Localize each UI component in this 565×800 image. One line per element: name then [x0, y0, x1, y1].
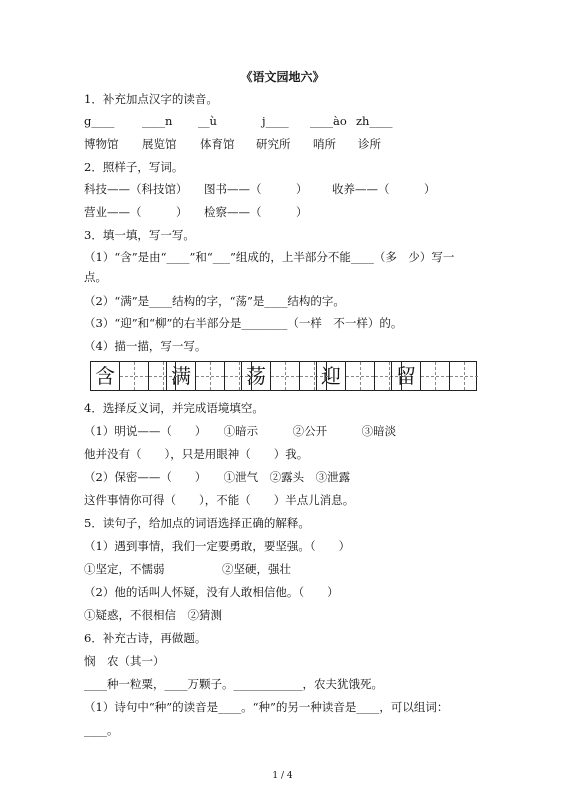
poem-line[interactable]: ____种一粒粟，____万颗子。____________，农夫犹饿死。 [84, 677, 383, 691]
page-title: 《语文园地六》 [240, 70, 325, 84]
q5-options-2: ①疑惑，不很相信 ②猜测 [84, 608, 222, 622]
q5-options-1: ①坚定，不懦弱 ②坚硬，强壮 [84, 562, 291, 576]
q6-item-1-cont[interactable]: ____。 [84, 723, 119, 737]
grid-model-char: 荡 [246, 364, 266, 388]
q3-heading: 3．填一填，写一写。 [84, 228, 195, 242]
pinyin-blank[interactable]: ____n [142, 114, 173, 128]
grid-model-char: 满 [171, 364, 191, 388]
grid-model-char: 迎 [321, 364, 341, 388]
pinyin-blank[interactable]: j____ [262, 114, 289, 128]
writing-grid-liu[interactable] [391, 361, 477, 391]
q4-sentence-2[interactable]: 这件事情你可得（ ），不能（ ）半点儿消息。 [84, 493, 355, 507]
q4-item-1[interactable]: （1）明说——（ ） ①暗示 ②公开 ③暗淡 [84, 424, 397, 438]
word-pair[interactable]: 检察——（ ） [204, 205, 308, 219]
writing-grid-ying[interactable] [316, 361, 402, 391]
writing-grid-man[interactable] [166, 361, 252, 391]
q5-item-1[interactable]: （1）遇到事情，我们一定要勇敢，要坚强。（ ） [84, 539, 351, 553]
word-pair[interactable]: 营业——（ ） [84, 205, 188, 219]
word-pair: 科技——（科技馆） [84, 182, 188, 196]
pinyin-blank[interactable]: g____ [84, 114, 115, 128]
q2-heading: 2．照样子，写词。 [84, 160, 184, 174]
q4-heading: 4．选择反义词，并完成语境填空。 [84, 401, 264, 415]
grid-model-char: 留 [396, 364, 416, 388]
grid-model-char: 含 [95, 364, 115, 388]
pinyin-blank[interactable]: __ù [198, 114, 217, 128]
q3-item-1-cont: 点。 [84, 270, 107, 284]
word: 博物馆 [84, 137, 119, 151]
word: 哨所 [313, 137, 336, 151]
word: 体育馆 [200, 137, 235, 151]
word: 展览馆 [142, 137, 177, 151]
writing-grid-dang[interactable] [241, 361, 327, 391]
word: 诊所 [358, 137, 381, 151]
word-pair[interactable]: 图书——（ ） [204, 182, 308, 196]
pinyin-blank[interactable]: zh____ [356, 114, 393, 128]
q3-item-1[interactable]: （1）“含”是由“____”和“___”组成的，上半部分不能____（多 少）写一 [84, 250, 455, 264]
pinyin-blank[interactable]: ____ào [310, 114, 347, 128]
q5-heading: 5．读句子，给加点的词语选择正确的解释。 [84, 516, 310, 530]
q5-item-2[interactable]: （2）他的话叫人怀疑，没有人敢相信他。（ ） [84, 585, 339, 599]
q4-sentence-1[interactable]: 他并没有（ ），只是用眼神（ ）我。 [84, 447, 309, 461]
q6-heading: 6．补充古诗，再做题。 [84, 631, 207, 645]
q3-item-2[interactable]: （2）“满”是____结构的字，“荡”是____结构的字。 [84, 294, 345, 308]
q6-item-1[interactable]: （1）诗句中“种”的读音是____。“种”的另一种读音是____，可以组词： [84, 700, 449, 714]
q1-heading: 1．补充加点汉字的读音。 [84, 92, 218, 106]
poem-title: 悯 农（其一） [84, 654, 165, 668]
writing-grid-han[interactable] [90, 361, 176, 391]
word-pair[interactable]: 收养——（ ） [332, 182, 436, 196]
page-number: 1 / 4 [272, 771, 293, 781]
q4-item-2[interactable]: （2）保密——（ ） ①泄气 ②露头 ③泄露 [84, 470, 351, 484]
q3-item-4: （4）描一描，写一写。 [84, 339, 207, 353]
word: 研究所 [256, 137, 291, 151]
q3-item-3[interactable]: （3）“迎”和“柳”的右半部分是________（一样 不一样）的。 [84, 316, 403, 330]
